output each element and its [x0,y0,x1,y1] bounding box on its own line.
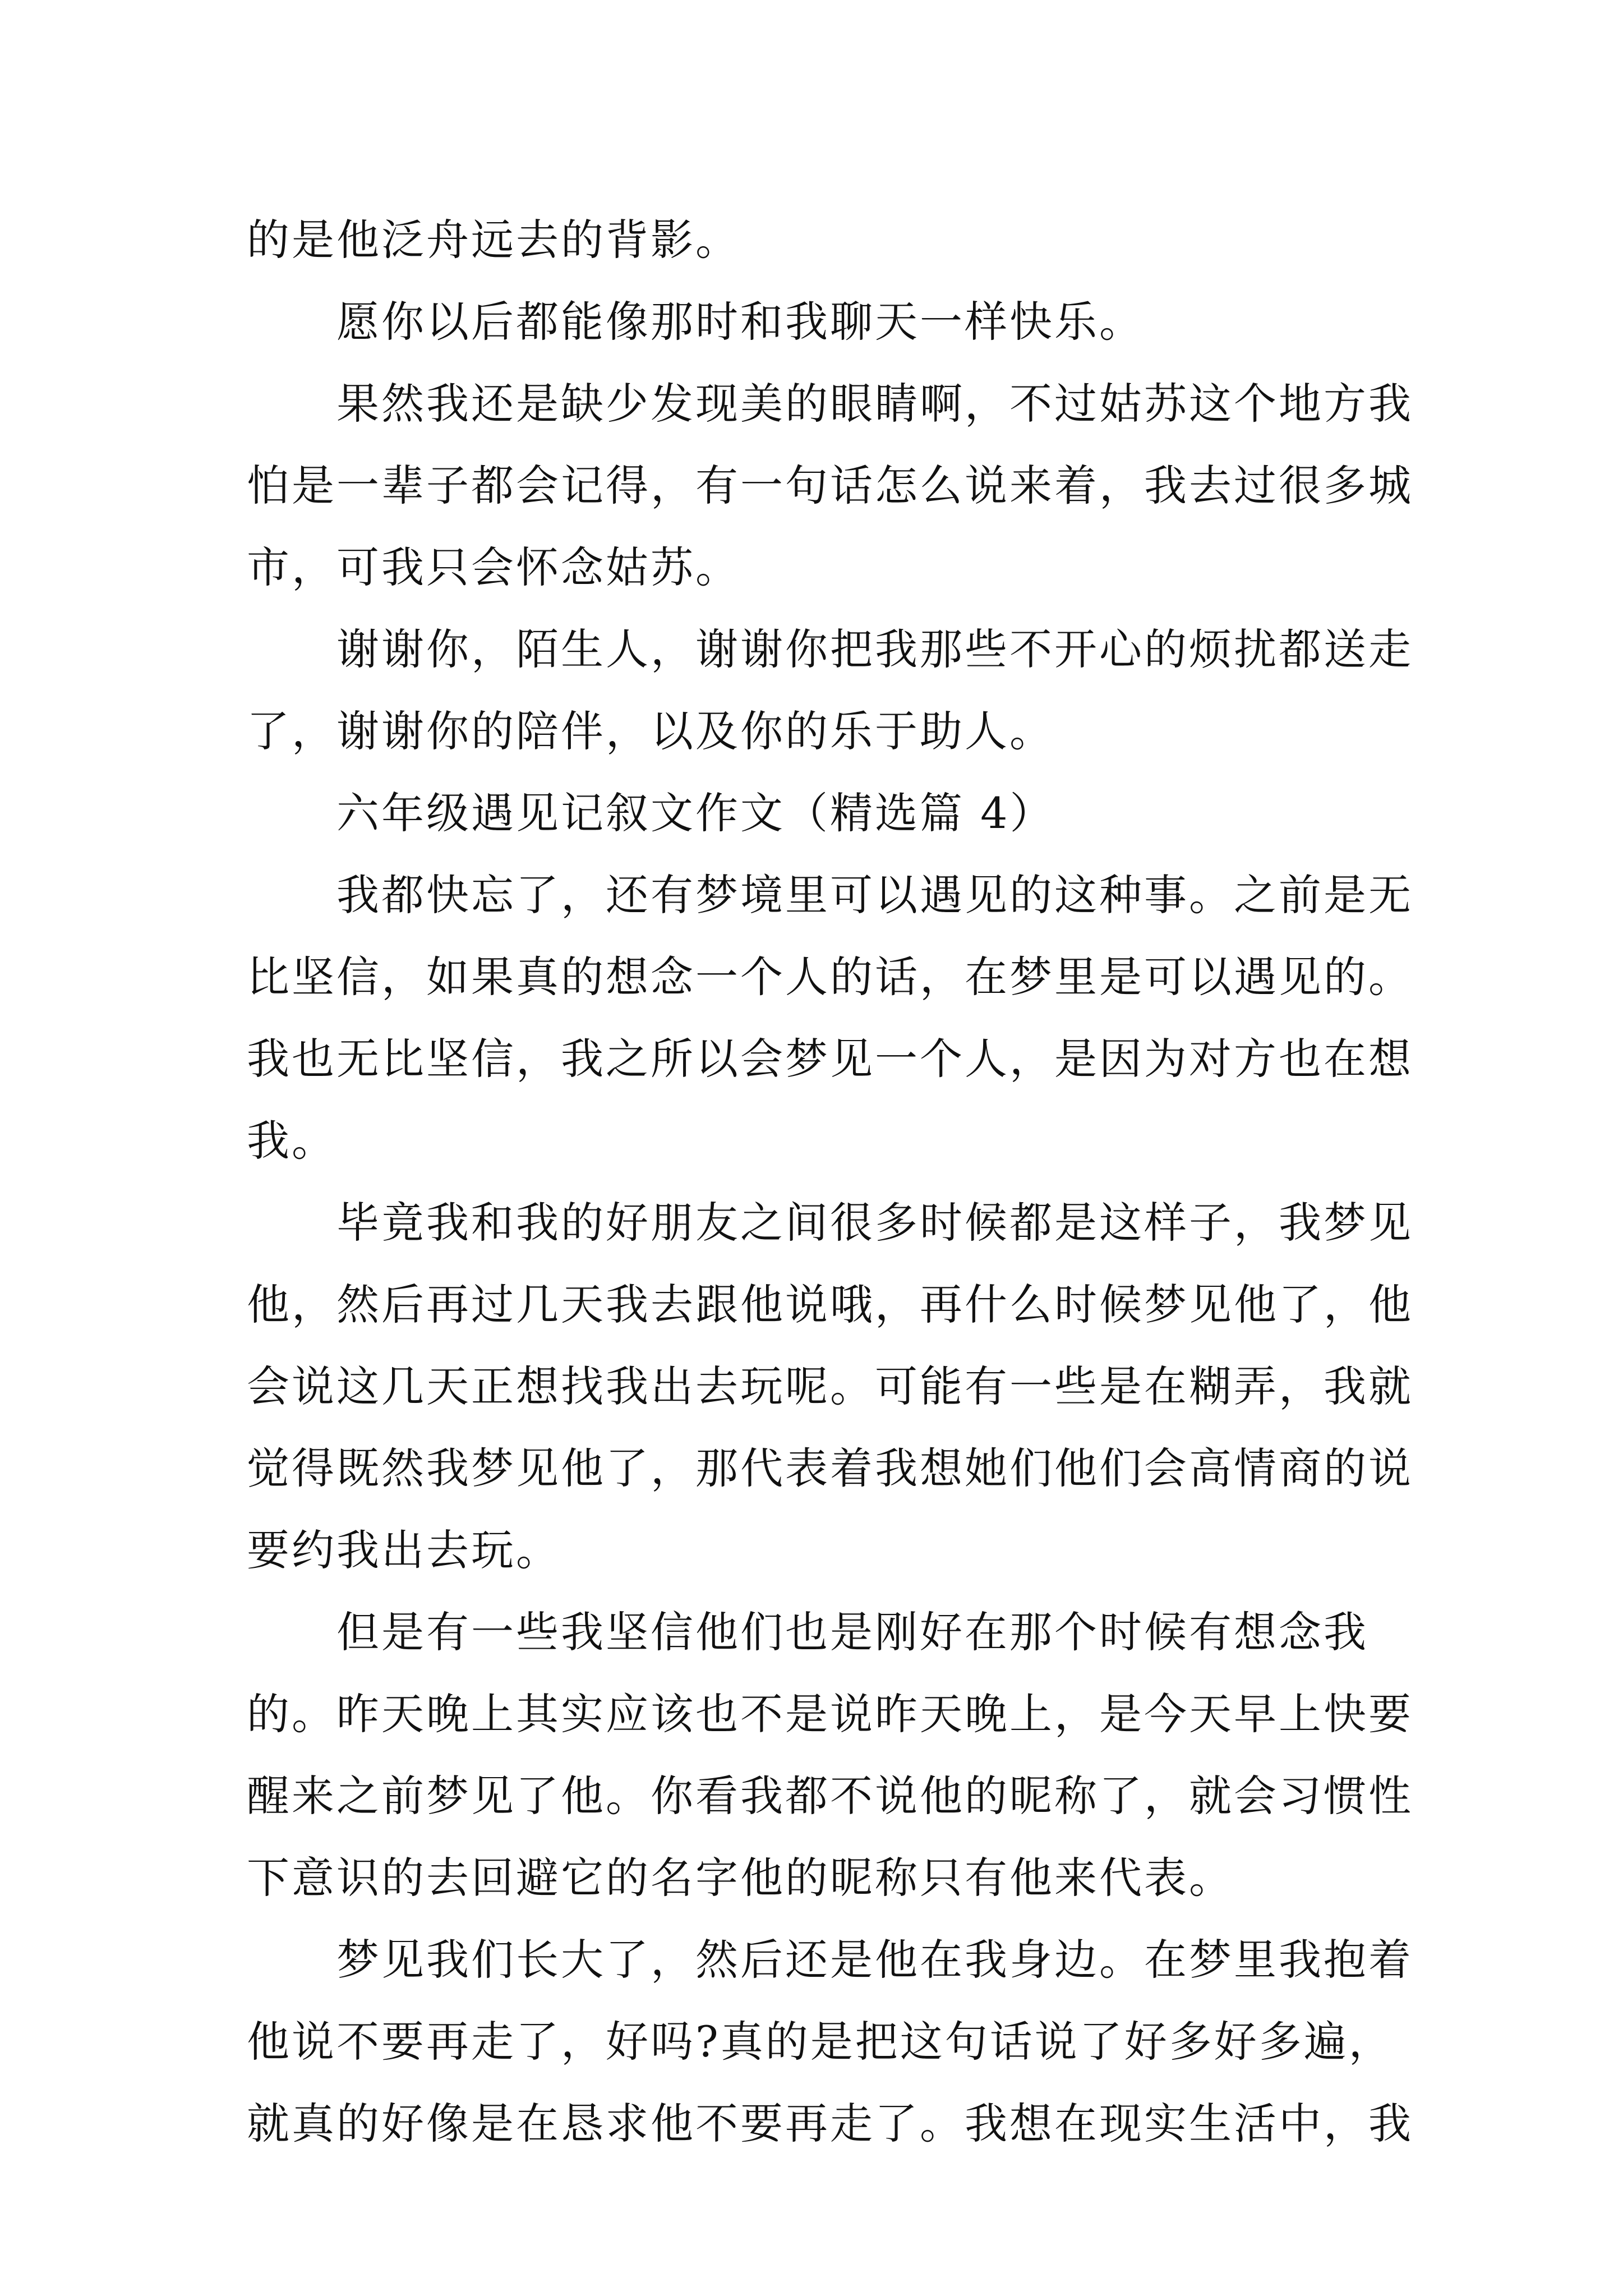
paragraph [247,363,1413,609]
paragraph [247,609,1413,772]
text-line: 他，然后再过几天我去跟他说哦，再什么时候梦见他了，他 [247,1280,1413,1329]
text-line: 梦见我们长大了，然后还是他在我身边。在梦里我抱着 [336,1935,1413,1985]
text-line: 我也无比坚信，我之所以会梦见一个人，是因为对方也在想 [247,1034,1413,1084]
paragraph [247,1591,1413,1919]
paragraph [247,199,1402,281]
text-line: 要约我出去玩。 [247,1525,561,1575]
text-line: 我。 [247,1116,336,1166]
paragraph [247,854,1413,1182]
text-line: 比坚信，如果真的想念一个人的话，在梦里是可以遇见的。 [247,952,1413,1002]
text-line: 我都快忘了，还有梦境里可以遇见的这种事。之前是无 [336,870,1413,920]
text-line: 下意识的去回避它的名字他的昵称只有他来代表。 [247,1853,1234,1903]
text-line: 但是有一些我坚信他们也是刚好在那个时候有想念我 [336,1607,1368,1657]
text-line: 怕是一辈子都会记得，有一句话怎么说来着，我去过很多城 [247,461,1413,510]
paragraph [247,1919,1413,2165]
paragraph [247,772,1402,854]
text-line: 就真的好像是在恳求他不要再走了。我想在现实生活中，我 [247,2099,1413,2148]
paragraph [247,1182,1413,1591]
text-line: 了，谢谢你的陪伴，以及你的乐于助人。 [247,706,1054,756]
text-line: 愿你以后都能像那时和我聊天一样快乐。 [336,297,1144,347]
text-line: 觉得既然我梦见他了，那代表着我想她们他们会高情商的说 [247,1443,1413,1493]
document-body [247,199,1413,2165]
text-line: 他说不要再走了，好吗?真的是把这句话说了好多好多遍， [247,2017,1394,2067]
text-line: 市，可我只会怀念姑苏。 [247,542,740,592]
text-line: 的。昨天晚上其实应该也不是说昨天晚上，是今天早上快要 [247,1689,1413,1739]
text-line: 毕竟我和我的好朋友之间很多时候都是这样子，我梦见 [336,1198,1413,1248]
text-line: 会说这几天正想找我出去玩呢。可能有一些是在糊弄，我就 [247,1361,1413,1411]
text-line: 六年级遇见记叙文作文（精选篇 4） [336,788,1055,838]
text-line: 谢谢你，陌生人，谢谢你把我那些不开心的烦扰都送走 [336,624,1413,674]
paragraph [247,281,1402,363]
text-line: 醒来之前梦见了他。你看我都不说他的昵称了，就会习惯性 [247,1771,1413,1821]
text-line: 的是他泛舟远去的背影。 [247,215,740,265]
text-line: 果然我还是缺少发现美的眼睛啊，不过姑苏这个地方我 [336,379,1413,429]
